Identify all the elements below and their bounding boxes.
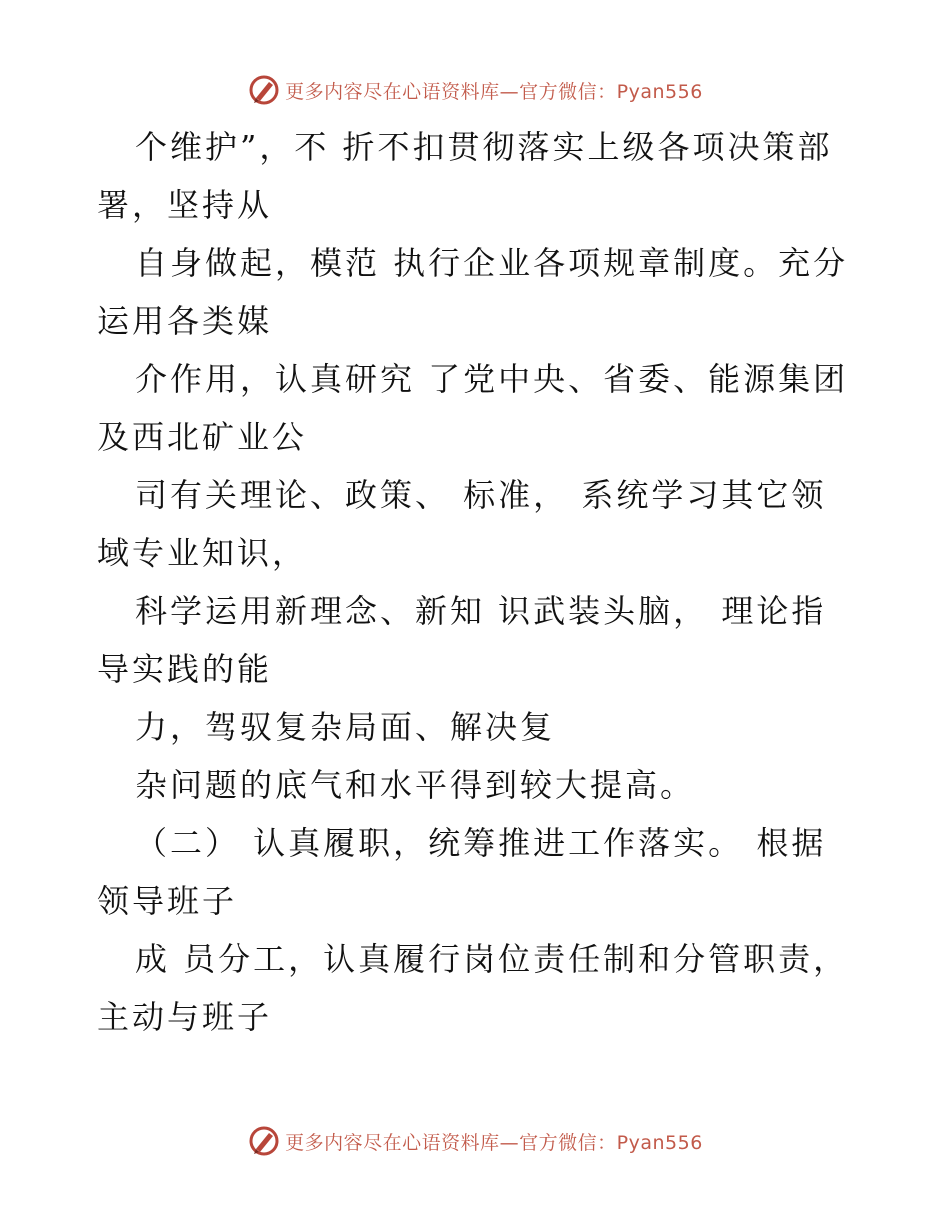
paragraph: 杂问题的底气和水平得到较大提高。 [135,766,696,804]
footer-banner [0,1119,950,1163]
paragraph: 力，驾驭复杂局面、解决复 [135,708,556,746]
banner-text: 更多内容尽在心语资料库—官方微信：Pyan556 [285,80,703,103]
paragraph: 科学运用新理念、新知 识武装头脑， 理论指导实践的能 [97,592,827,688]
pen-logo-icon [247,1124,281,1158]
header-banner [0,68,950,112]
paragraph: 个维护”，不 折不扣贯彻落实上级各项决策部署，坚持从 [97,128,833,224]
paragraph: 介作用，认真研究 了党中央、省委、能源集团及西北矿业公 [97,360,849,456]
paragraph: 司有关理论、政策、 标准， 系统学习其它领域专业知识， [97,476,827,572]
banner-text: 更多内容尽在心语资料库—官方微信：Pyan556 [285,1131,703,1154]
pen-logo-icon [247,73,281,107]
paragraph: 自身做起，模范 执行企业各项规章制度。充分运用各类媒 [97,244,849,340]
section-heading-paragraph: （二） 认真履职，统筹推进工作落实。 根据领导班子 [97,824,827,920]
paragraph: 成 员分工，认真履行岗位责任制和分管职责，主动与班子 [97,940,849,1036]
document-body [97,118,857,1046]
